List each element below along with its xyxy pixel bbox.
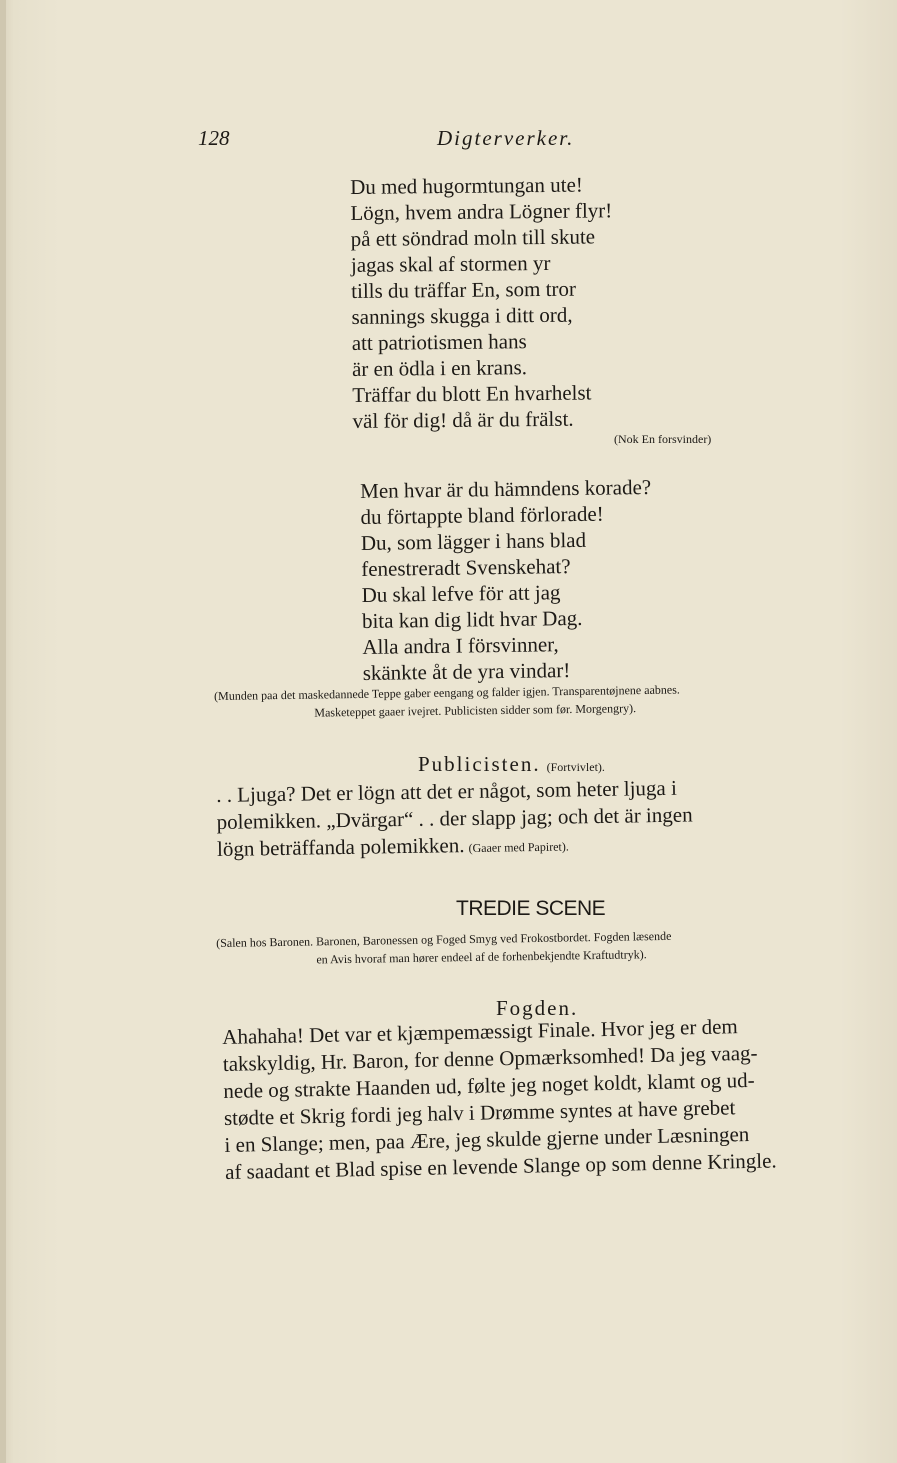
verse-line: Lögn, hvem andra Lögner flyr! [350, 198, 613, 225]
speech-line: stødte et Skrig fordi jeg halv i Drømme syntes at have grebet [223, 1095, 736, 1130]
speaker-name: Fogden. [496, 996, 579, 1020]
page-header [0, 126, 897, 156]
speech-line: Ahahaha! Det var et kjæmpemæssigt Finale. Hvor jeg er dem [222, 1014, 738, 1049]
stage-direction-line: Masketeppet gaaer ivejret. Publicisten sidder som før. Morgengry). [314, 701, 637, 720]
speech-line: . . Ljuga? Det er lögn att det er något, som heter ljuga i [216, 775, 678, 807]
speech-publicisten [216, 772, 857, 866]
verse-line: du förtappte bland förlorade! [360, 501, 604, 529]
stage-direction-2 [216, 927, 672, 970]
stage-direction-line: (Salen hos Baronen. Baronen, Baronessen og Foged Smyg ved Frokostbordet. Fogden læsende [216, 928, 672, 950]
page-edge [0, 0, 6, 1463]
speech-line: polemikken. „Dvärgar“ . . der slapp jag; och det är ingen [216, 802, 693, 834]
verse-line: Du med hugormtungan ute! [350, 172, 583, 199]
verse-line: Träffar du blott En hvarhelst [352, 380, 592, 407]
verse-line: sannings skugga i ditt ord, [351, 302, 573, 329]
speech-line: nede og strakte Haanden ud, følte jeg noget koldt, klamt og ud- [223, 1067, 755, 1103]
verse-line: Du, som lägger i hans blad [360, 527, 587, 555]
speech-line: af saadant et Blad spise en levende Slange op som denne Kringle. [224, 1148, 777, 1184]
speaker-direction: (Fortvivlet). [546, 760, 605, 774]
speech-fogden [222, 1011, 869, 1186]
verse-line: jagas skal af stormen yr [350, 250, 551, 277]
verse-line: Men hvar är du hämndens korade? [360, 474, 652, 503]
verse-line: fenestreradt Svenskehat? [361, 554, 571, 581]
speaker-heading-publicisten [418, 752, 605, 777]
verse-line: är en ödla i en krans. [351, 355, 528, 381]
inline-stage-direction: (Gaaer med Papiret). [468, 839, 569, 856]
speech-line: i en Slange; men, paa Ære, jeg skulde gjerne under Læsningen [224, 1121, 750, 1157]
stage-direction-exit: (Nok En forsvinder) [614, 432, 712, 446]
speech-line-text: lögn beträffanda polemikken. [216, 833, 465, 861]
verse-line: Du skal lefve för att jag [361, 580, 561, 607]
verse-line: Alla andra I försvinner, [362, 632, 559, 659]
speaker-name: Publicisten. [418, 752, 541, 776]
verse-line: bita kan dig lidt hvar Dag. [361, 605, 583, 633]
verse-line: väl för dig! då är du frälst. [352, 406, 574, 433]
stage-direction-1 [214, 680, 680, 722]
scene-title: TREDIE SCENE [456, 897, 606, 920]
verse-line: tills du träffar En, som tror [351, 276, 577, 303]
verse-line: att patriotismen hans [351, 329, 527, 355]
verse-block-2 [360, 474, 654, 686]
speech-line: takskyldig, Hr. Baron, for denne Opmærksomhed! Da jeg vaag- [222, 1040, 758, 1076]
verse-line: på ett söndrad moln till skute [350, 224, 596, 251]
stage-direction-line: en Avis hvoraf man hører endeel af de forhenbekjendte Kraftudtryk). [316, 947, 647, 967]
running-title: Digterverker. [437, 126, 575, 150]
verse-block-1 [350, 171, 615, 434]
verse-line: skänkte åt de yra vindar! [362, 658, 571, 685]
page-number: 128 [198, 126, 230, 150]
stage-direction-line: (Munden paa det maskedannede Teppe gaber eengang og falder igjen. Transparentøjnene aabnes. [214, 682, 680, 703]
